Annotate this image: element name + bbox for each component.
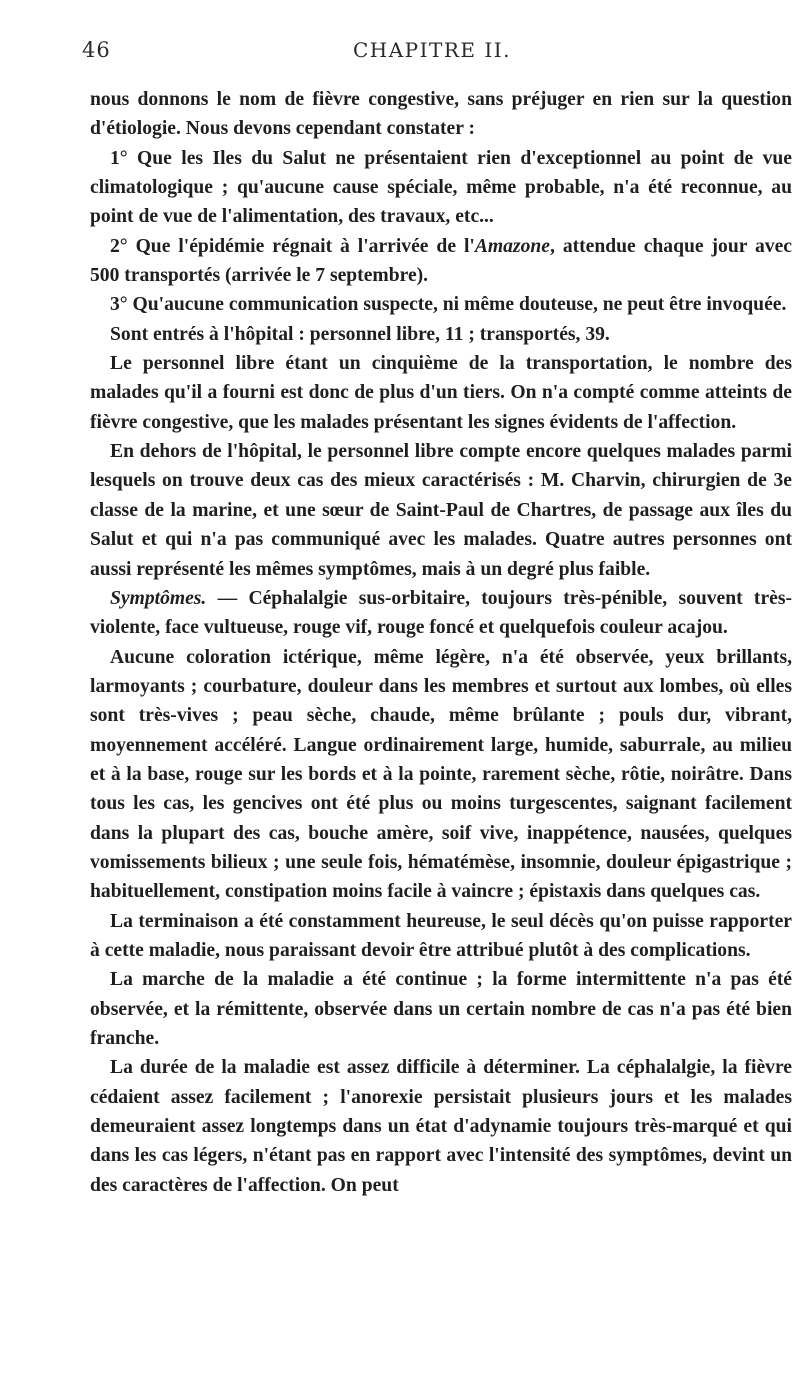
paragraph-personnel: Le personnel libre étant un cinquième de la transportation, le nombre des malades qu'il a fourni est donc de plus d'un tiers. On n'a compté comme atteints de fièvre congestive, que les malades présentant les signes évidents de l'affection.	[90, 353, 792, 433]
paragraph-hospital-entries: Sont entrés à l'hôpital : personnel libre, 11 ; transportés, 39.	[110, 323, 610, 345]
page-header	[82, 38, 782, 68]
page-number: 46	[82, 38, 111, 62]
paragraph-coloration: Aucune coloration ictérique, même légère, n'a été observée, yeux brillants, larmoyants ; courbature, douleur dans les membres et surtout aux lombes, où elles sont très-vives ; peau sèche, chaude, même brûlante ; pouls dur, vibrant, moyennement accéléré. Langue ordinairement large, humide, saburrale, au milieu et à la base, rouge sur les bords et à la pointe, rarement sèche, rôtie, noirâtre. Dans tous les cas, les gencives ont été plus ou moins turgescentes, saignant facilement dans la plupart des cas, bouche amère, soif vive, inappétence, nausées, quelques vomissements bilieux ; une seule fois, hématémèse, insomnie, douleur épigastrique ; habituellement, constipation moins facile à vaincre ; épistaxis dans quelques cas.	[90, 646, 792, 903]
paragraph-termination: La terminaison a été constamment heureuse, le seul décès qu'on puisse rapporter à cette maladie, nous paraissant devoir être attribué plutôt à des complications.	[90, 910, 792, 961]
paragraph-continuation: nous donnons le nom de fièvre congestive, sans préjuger en rien sur la question d'étiologie. Nous devons cependant constater :	[90, 89, 792, 140]
paragraph-point-3: 3° Qu'aucune communication suspecte, ni même douteuse, ne peut être invoquée.	[110, 294, 787, 316]
paragraph-course: La marche de la maladie a été continue ; la forme intermittente n'a pas été observée, et la rémittente, observée dans un certain nombre de cas n'a pas été bien franche.	[90, 969, 792, 1049]
symptoms-heading: Symptômes.	[110, 587, 207, 609]
paragraph-symptoms	[90, 584, 792, 643]
paragraph-point-1: 1° Que les Iles du Salut ne présentaient rien d'exceptionnel au point de vue climatologique ; qu'aucune cause spéciale, même probable, n'a été reconnue, au point de vue de l'alimentation, des travaux, etc...	[90, 147, 792, 228]
paragraph-point-2-text-a: 2° Que l'épidémie régnait à l'arrivée de l'	[110, 235, 475, 257]
running-head: CHAPITRE II.	[352, 38, 512, 62]
paragraph-duration: La durée de la maladie est assez difficile à déterminer. La céphalalgie, la fièvre cédaient assez facilement ; l'anorexie persistait plusieurs jours et les malades demeuraient assez longtemps dans un état d'adynamie toujours très-marqué et qui dans les cas légers, n'étant pas en rapport avec l'intensité des symptômes, devint un des caractères de l'affection. On peut	[90, 1057, 792, 1196]
paragraph-point-2-text-b: , attendue chaque jour avec 500 transportés (arrivée le 7 septembre).	[90, 235, 792, 287]
ship-name: Amazone	[474, 235, 550, 257]
paragraph-outside-hospital: En dehors de l'hôpital, le personnel libre compte encore quelques malades parmi lesquels on trouve deux cas des mieux caractérisés : M. Charvin, chirurgien de 3e classe de la marine, et une sœur de Saint-Paul de Chartres, de passage aux îles du Salut et qui n'a pas communiqué avec les malades. Quatre autres personnes ont aussi représenté les mêmes symptômes, mais à un degré plus faible.	[90, 441, 792, 580]
paragraph-point-2	[90, 232, 792, 291]
body-text	[90, 85, 792, 1200]
paragraph-symptoms-text-b: — Céphalalgie sus-orbitaire, toujours très-pénible, souvent très-violente, face vultueuse, rouge vif, rouge foncé et quelquefois couleur acajou.	[90, 587, 792, 639]
